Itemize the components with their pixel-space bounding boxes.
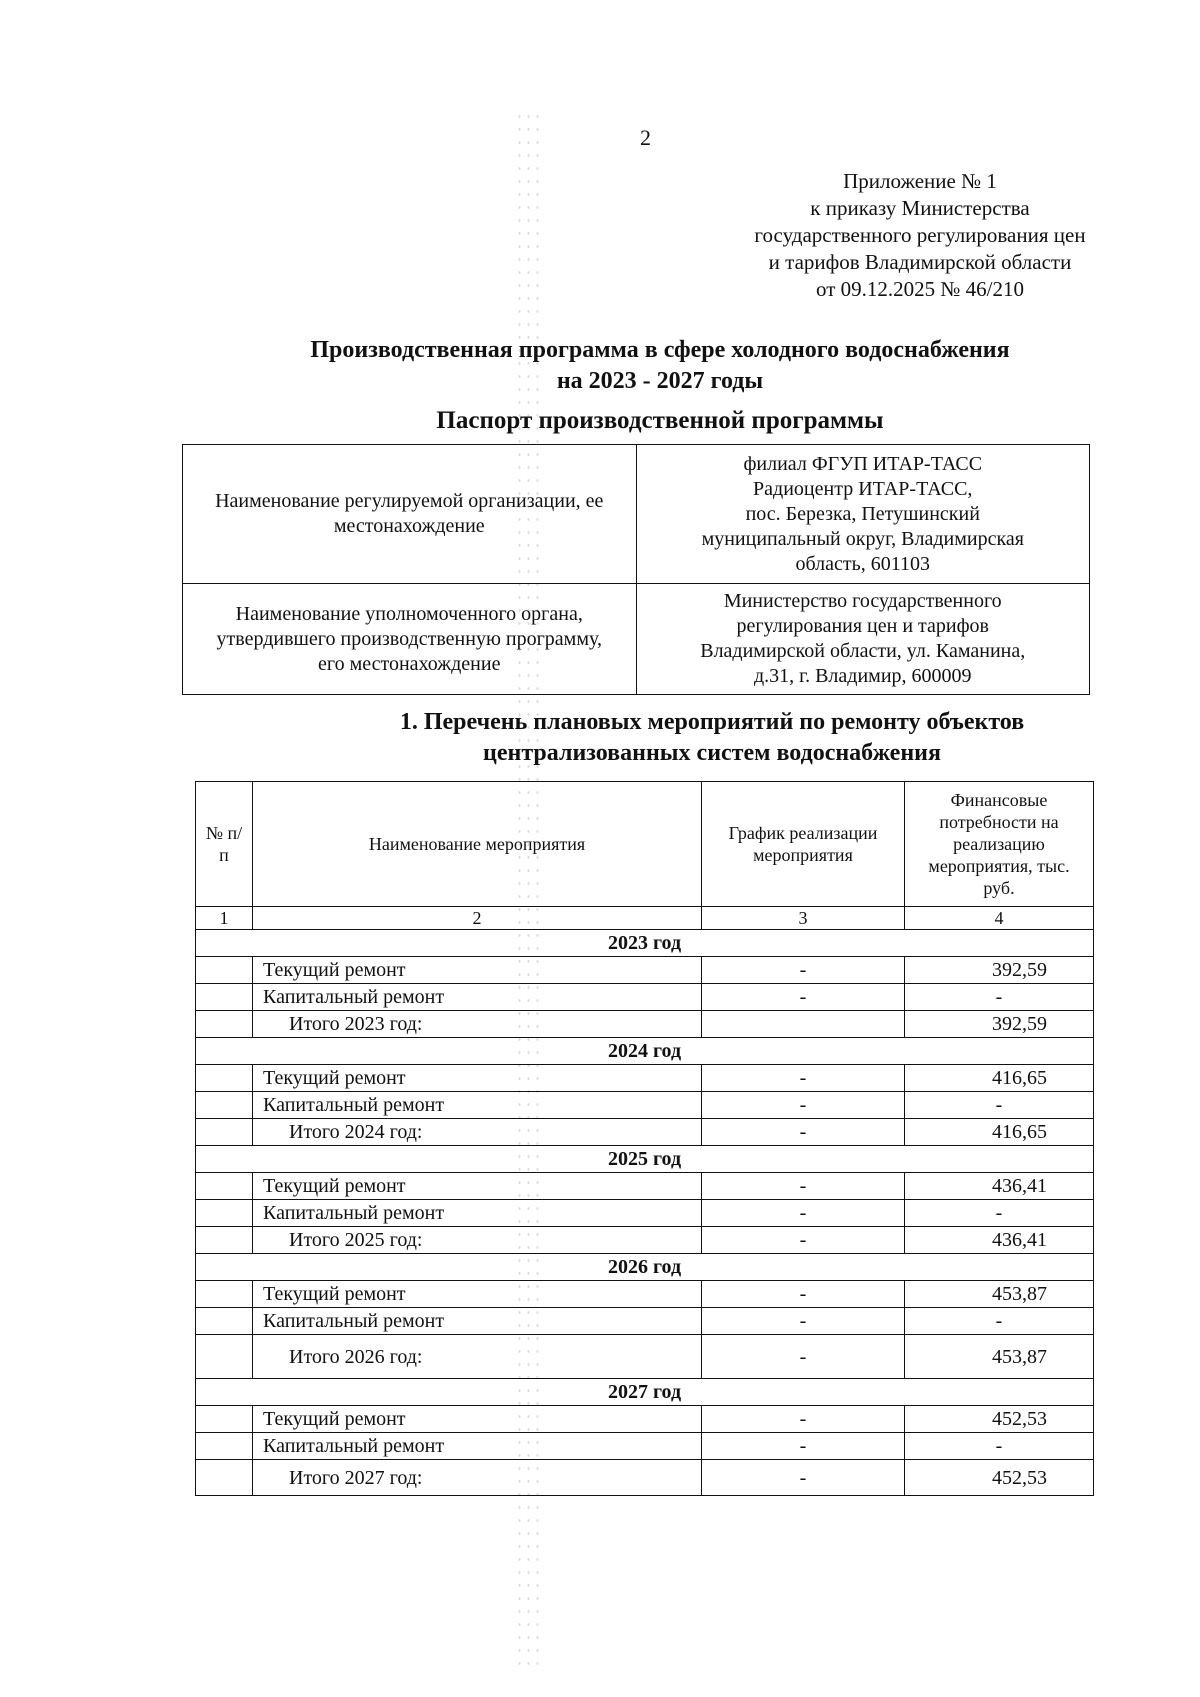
table-row <box>196 1173 1094 1200</box>
row-value: 453,87 <box>905 1281 1094 1308</box>
year-label: 2026 год <box>196 1254 1094 1281</box>
row-name: Капитальный ремонт <box>253 1092 702 1119</box>
section-title-line: 1. Перечень плановых мероприятий по ремонту объектов <box>399 709 1025 735</box>
column-number: 2 <box>253 907 702 930</box>
appendix-block <box>720 168 1120 303</box>
table-header-row <box>196 782 1094 907</box>
row-value: 453,87 <box>905 1335 1094 1379</box>
authority-label-line: его местонахождение <box>318 652 501 675</box>
title-line: на 2023 - 2027 годы <box>556 368 764 394</box>
authority-value-line: Владимирской области, ул. Каманина, <box>700 640 1026 662</box>
row-value: - <box>905 984 1094 1011</box>
row-schedule: - <box>702 1227 905 1254</box>
row-schedule: - <box>702 1173 905 1200</box>
row-value: 392,59 <box>905 1011 1094 1038</box>
section-title <box>322 707 1102 769</box>
row-name: Итого 2026 год: <box>253 1335 702 1379</box>
column-number: 4 <box>905 907 1094 930</box>
row-name: Текущий ремонт <box>253 1065 702 1092</box>
authority-value-line: д.31, г. Владимир, 600009 <box>753 665 972 687</box>
section-title-line: централизованных систем водоснабжения <box>483 740 941 766</box>
org-label-cell <box>183 445 637 584</box>
table-row <box>196 1119 1094 1146</box>
authority-label-line: Наименование уполномоченного органа, <box>235 602 583 625</box>
row-name: Итого 2023 год: <box>253 1011 702 1038</box>
row-schedule: - <box>702 1092 905 1119</box>
table-row <box>196 1335 1094 1379</box>
table-row <box>196 1433 1094 1460</box>
row-name: Текущий ремонт <box>253 1173 702 1200</box>
row-name: Капитальный ремонт <box>253 1308 702 1335</box>
title-line: Производственная программа в сфере холодного водоснабжения <box>310 337 1010 363</box>
row-schedule: - <box>702 1200 905 1227</box>
authority-label-line: утвердившего производственную программу, <box>216 627 602 650</box>
row-value: 416,65 <box>905 1119 1094 1146</box>
org-label: Наименование регулируемой организации, ее местонахождение <box>215 490 604 537</box>
row-schedule: - <box>702 1308 905 1335</box>
row-schedule: - <box>702 1335 905 1379</box>
year-label: 2025 год <box>196 1146 1094 1173</box>
document-title <box>0 335 1200 397</box>
row-value: - <box>905 1092 1094 1119</box>
row-schedule: - <box>702 1460 905 1496</box>
row-value: - <box>905 1200 1094 1227</box>
row-schedule: - <box>702 1433 905 1460</box>
table-row <box>196 1406 1094 1433</box>
row-value: 452,53 <box>905 1406 1094 1433</box>
row-name: Текущий ремонт <box>253 1406 702 1433</box>
column-number: 1 <box>196 907 253 930</box>
year-label: 2027 год <box>196 1379 1094 1406</box>
year-label: 2023 год <box>196 930 1094 957</box>
header-schedule: График реализации мероприятия <box>702 782 905 907</box>
year-label: 2024 год <box>196 1038 1094 1065</box>
passport-row-authority <box>183 584 1090 695</box>
row-name: Текущий ремонт <box>253 1281 702 1308</box>
row-schedule: - <box>702 1281 905 1308</box>
table-row <box>196 1281 1094 1308</box>
column-number-row <box>196 907 1094 930</box>
row-name: Текущий ремонт <box>253 957 702 984</box>
row-name: Итого 2024 год: <box>253 1119 702 1146</box>
row-name: Итого 2025 год: <box>253 1227 702 1254</box>
row-schedule <box>702 1011 905 1038</box>
passport-table <box>182 444 1090 695</box>
org-value-cell <box>636 445 1090 584</box>
year-row <box>196 930 1094 957</box>
org-value-line: область, 601103 <box>795 552 931 575</box>
appendix-line: государственного регулирования цен <box>754 223 1086 247</box>
row-value: 436,41 <box>905 1227 1094 1254</box>
table-row <box>196 957 1094 984</box>
row-value: - <box>905 1433 1094 1460</box>
passport-title: Паспорт производственной программы <box>436 407 884 434</box>
header-finance: Финансовые потребности на реализацию мероприятия, тыс. руб. <box>905 782 1094 907</box>
table-row <box>196 1065 1094 1092</box>
table-row <box>196 1308 1094 1335</box>
page-number: 2 <box>640 125 651 150</box>
row-value: - <box>905 1308 1094 1335</box>
year-row <box>196 1254 1094 1281</box>
row-schedule: - <box>702 984 905 1011</box>
row-name: Капитальный ремонт <box>253 984 702 1011</box>
row-schedule: - <box>702 957 905 984</box>
row-name: Капитальный ремонт <box>253 1200 702 1227</box>
row-name: Итого 2027 год: <box>253 1460 702 1496</box>
authority-value-cell <box>636 584 1090 695</box>
row-value: 416,65 <box>905 1065 1094 1092</box>
appendix-line: к приказу Министерства <box>810 196 1030 220</box>
table-row <box>196 1460 1094 1496</box>
appendix-line: от 09.12.2025 № 46/210 <box>815 277 1025 301</box>
year-row <box>196 1038 1094 1065</box>
column-number: 3 <box>702 907 905 930</box>
table-row <box>196 1227 1094 1254</box>
row-value: 436,41 <box>905 1173 1094 1200</box>
table-row <box>196 1092 1094 1119</box>
org-value-line: муниципальный округ, Владимирская <box>701 527 1024 550</box>
authority-value-line: Министерство государственного <box>723 590 1002 612</box>
org-value-line: филиал ФГУП ИТАР-ТАСС <box>743 452 983 475</box>
row-schedule: - <box>702 1406 905 1433</box>
appendix-line: Приложение № 1 <box>843 169 997 193</box>
appendix-line: и тарифов Владимирской области <box>768 250 1072 274</box>
org-value-line: Радиоцентр ИТАР-ТАСС, <box>753 477 973 500</box>
header-name: Наименование мероприятия <box>253 782 702 907</box>
repair-plan-table <box>195 781 1094 1496</box>
row-schedule: - <box>702 1065 905 1092</box>
row-schedule: - <box>702 1119 905 1146</box>
org-value-line: пос. Березка, Петушинский <box>745 502 980 525</box>
authority-value-line: регулирования цен и тарифов <box>736 615 989 637</box>
year-row <box>196 1379 1094 1406</box>
row-value: 392,59 <box>905 957 1094 984</box>
authority-label-cell <box>183 584 637 695</box>
table-row <box>196 1011 1094 1038</box>
row-name: Капитальный ремонт <box>253 1433 702 1460</box>
year-row <box>196 1146 1094 1173</box>
row-value: 452,53 <box>905 1460 1094 1496</box>
table-row <box>196 984 1094 1011</box>
header-num: № п/п <box>196 782 253 907</box>
passport-row-org <box>183 445 1090 584</box>
table-row <box>196 1200 1094 1227</box>
